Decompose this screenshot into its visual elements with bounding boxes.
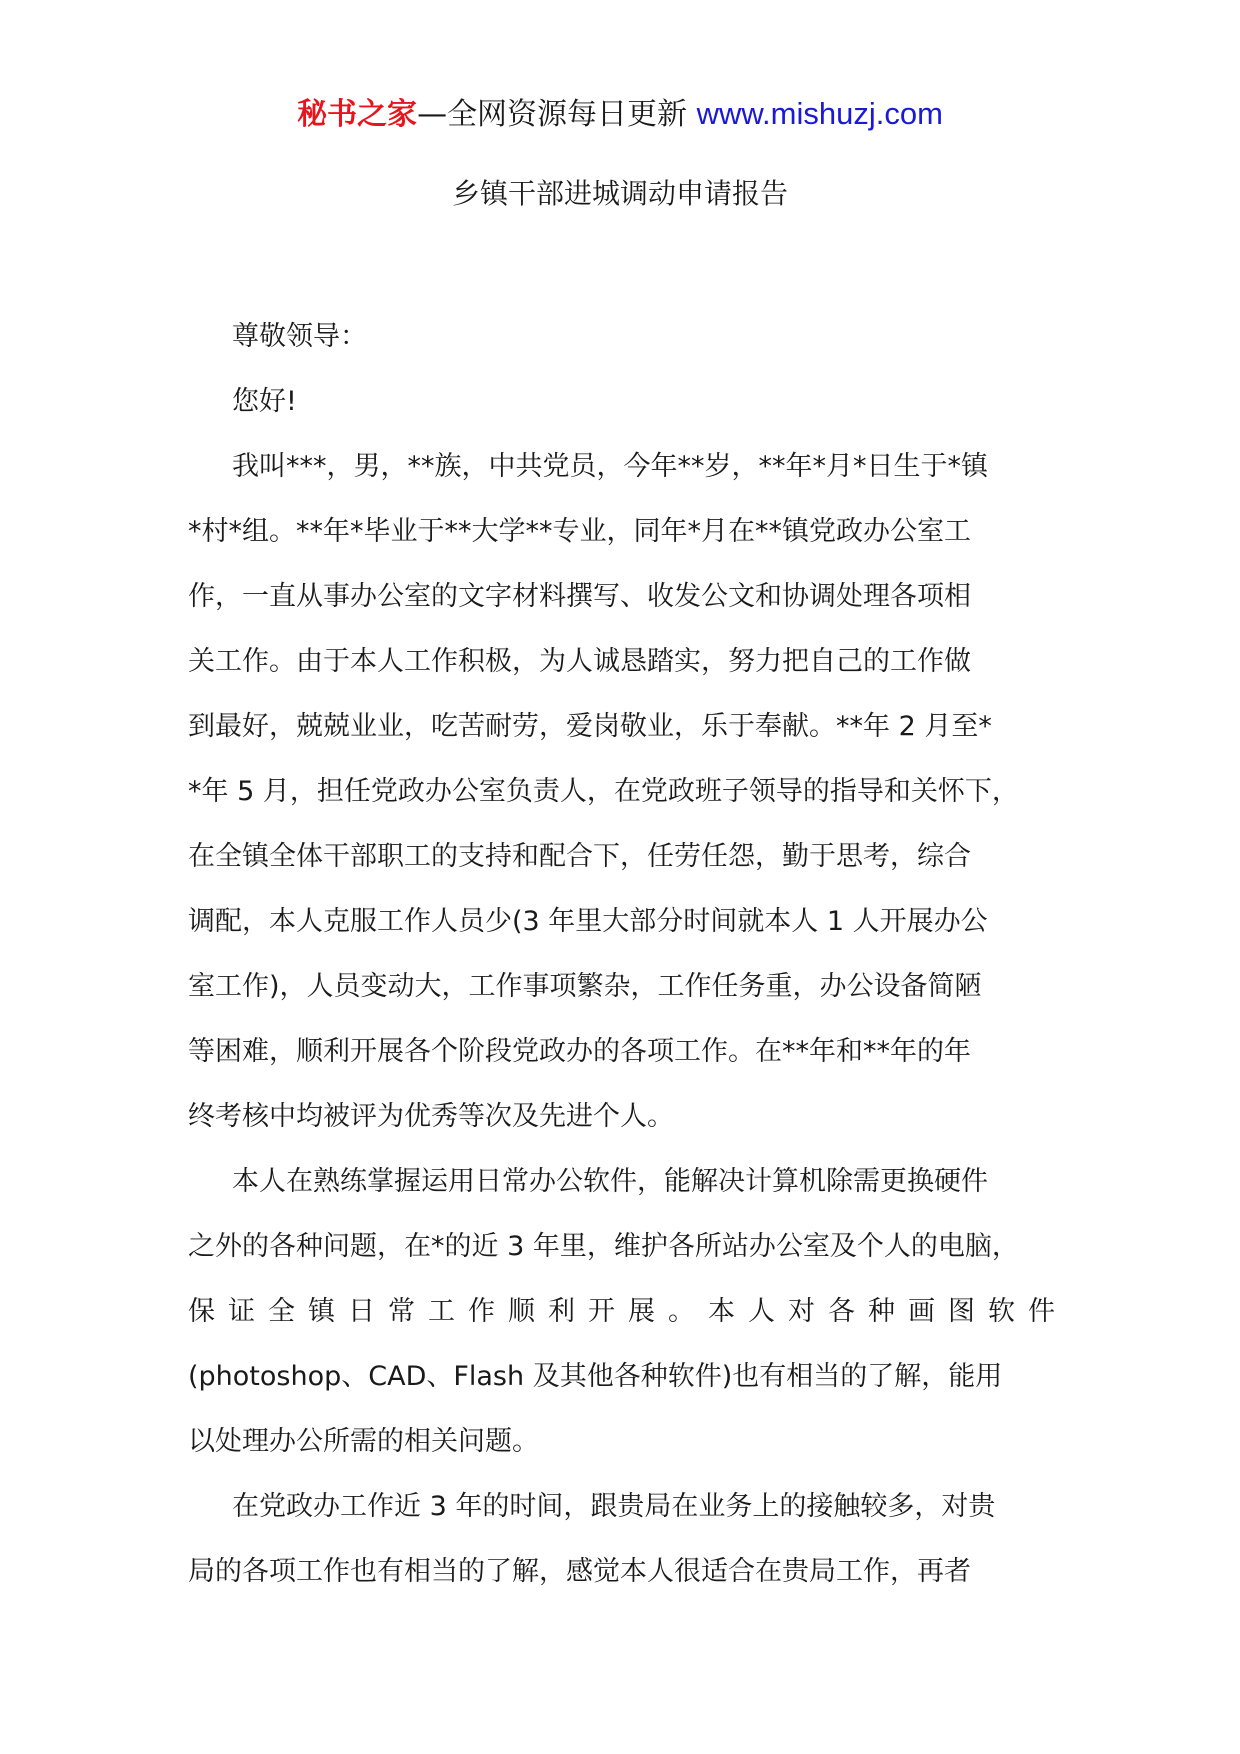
paragraph-1-line-2: *村*组。**年*毕业于**大学**专业，同年*月在**镇党政办公室工 xyxy=(188,516,971,547)
site-name: 秘书之家 xyxy=(297,97,418,132)
paragraph-2-line-1: 本人在熟练掌握运用日常办公软件，能解决计算机除需更换硬件 xyxy=(232,1166,988,1197)
site-banner xyxy=(0,92,1240,137)
site-url-link[interactable]: www.mishuzj.com xyxy=(696,96,943,131)
document-body xyxy=(188,304,1068,1604)
paragraph-2-line-4: (photoshop、CAD、Flash 及其他各种软件)也有相当的了解，能用 xyxy=(188,1361,1003,1392)
salutation: 尊敬领导： xyxy=(232,321,367,352)
paragraph-1-line-3: 作，一直从事办公室的文字材料撰写、收发公文和协调处理各项相 xyxy=(188,581,971,612)
paragraph-1-line-10: 等困难，顺利开展各个阶段党政办的各项工作。在**年和**年的年 xyxy=(188,1036,971,1067)
paragraph-3-line-1: 在党政办工作近 3 年的时间，跟贵局在业务上的接触较多，对贵 xyxy=(232,1491,996,1522)
paragraph-1-line-4: 关工作。由于本人工作积极，为人诚恳踏实，努力把自己的工作做 xyxy=(188,646,971,677)
paragraph-1-line-1: 我叫***，男，**族，中共党员，今年**岁，**年*月*日生于*镇 xyxy=(232,451,988,482)
paragraph-1-line-7: 在全镇全体干部职工的支持和配合下，任劳任怨，勤于思考，综合 xyxy=(188,841,971,872)
paragraph-2-line-3: 保证全镇日常工作顺利开展。本人对各种画图软件 xyxy=(188,1296,1068,1327)
paragraph-1-line-6: *年 5 月，担任党政办公室负责人，在党政班子领导的指导和关怀下， xyxy=(188,776,1019,807)
paragraph-1-line-9: 室工作)，人员变动大，工作事项繁杂，工作任务重，办公设备简陋 xyxy=(188,971,982,1002)
site-tagline: —全网资源每日更新 xyxy=(417,97,697,132)
greeting: 您好! xyxy=(232,386,297,417)
paragraph-1-line-8: 调配，本人克服工作人员少(3 年里大部分时间就本人 1 人开展办公 xyxy=(188,906,988,937)
paragraph-1-line-11: 终考核中均被评为优秀等次及先进个人。 xyxy=(188,1101,674,1132)
paragraph-3-line-2: 局的各项工作也有相当的了解，感觉本人很适合在贵局工作，再者 xyxy=(188,1556,971,1587)
paragraph-2-line-2: 之外的各种问题，在*的近 3 年里，维护各所站办公室及个人的电脑， xyxy=(188,1231,1019,1262)
paragraph-2-line-5: 以处理办公所需的相关问题。 xyxy=(188,1426,539,1457)
paragraph-1-line-5: 到最好，兢兢业业，吃苦耐劳，爱岗敬业，乐于奉献。**年 2 月至* xyxy=(188,711,992,742)
document-title: 乡镇干部进城调动申请报告 xyxy=(451,177,788,210)
